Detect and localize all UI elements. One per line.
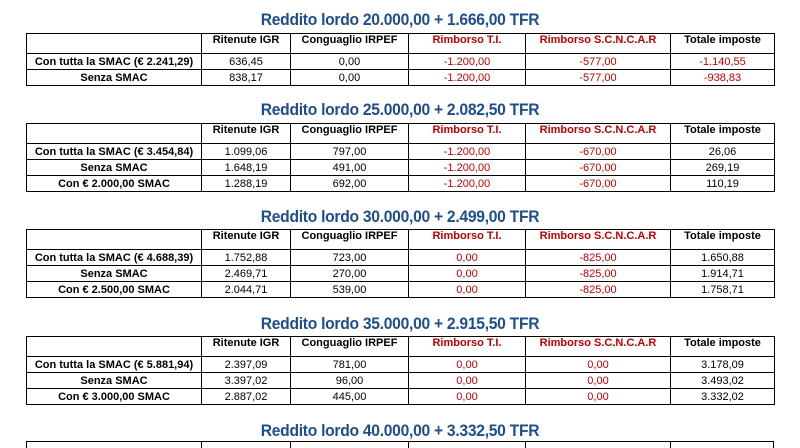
section-1-title: Reddito lordo 20.000,00 + 1.666,00 TFR [260, 10, 540, 29]
table-row [27, 250, 775, 266]
cell-rimborso-scncar: -577,00 [526, 70, 671, 86]
cell-rimborso-scncar: -670,00 [526, 160, 671, 176]
cell-totale: 269,19 [671, 160, 775, 176]
header-ritenute: Ritenute IGR [202, 230, 291, 250]
row-label: Senza SMAC [27, 160, 202, 176]
cell-ritenute: 3.397,02 [202, 373, 291, 389]
cell-rimborso-ti: 0,00 [409, 282, 526, 298]
row-label: Con tutta la SMAC (€ 2.241,29) [27, 54, 202, 70]
cell-conguaglio: 0,00 [291, 54, 409, 70]
table-row [27, 144, 775, 160]
cell-totale: 1.758,71 [671, 282, 775, 298]
cell-ritenute: 1.752,88 [202, 250, 291, 266]
cell-rimborso-scncar: 0,00 [526, 373, 671, 389]
header-rimborso-ti: Rimborso T.I. [409, 124, 526, 144]
table-header-row [27, 230, 775, 250]
section-4-table [26, 336, 775, 405]
row-label: Con tutta la SMAC (€ 4.688,39) [27, 250, 202, 266]
header-empty-cell [27, 337, 202, 357]
header-totale: Totale imposte [671, 230, 775, 250]
section-5-title: Reddito lordo 40.000,00 + 3.332,50 TFR [260, 421, 540, 440]
header-ritenute: Ritenute IGR [202, 337, 291, 357]
cell-totale: -938,83 [671, 70, 775, 86]
cell-rimborso-scncar: 0,00 [526, 357, 671, 373]
cell-totale: 1.650,88 [671, 250, 775, 266]
cell-conguaglio: 797,00 [291, 144, 409, 160]
header-totale: Totale imposte [671, 124, 775, 144]
cell-rimborso-ti: 0,00 [409, 250, 526, 266]
cell-totale: 3.332,02 [671, 389, 775, 405]
cell-rimborso-ti: -1.200,00 [409, 160, 526, 176]
cell-totale: -1.140,55 [671, 54, 775, 70]
table-row [27, 282, 775, 298]
cell-rimborso-scncar: -825,00 [526, 266, 671, 282]
table-row [27, 54, 775, 70]
cell-ritenute: 2.397,09 [202, 357, 291, 373]
header-rimborso-ti: Rimborso T.I. [409, 230, 526, 250]
table-header-row [27, 34, 775, 54]
cell-ritenute: 2.469,71 [202, 266, 291, 282]
cell-ritenute: 1.099,06 [202, 144, 291, 160]
cell-rimborso-ti: -1.200,00 [409, 144, 526, 160]
header-rimborso-ti: Rimborso T.I. [409, 34, 526, 54]
header-ritenute: Ritenute IGR [202, 34, 291, 54]
row-label: Senza SMAC [27, 373, 202, 389]
row-label: Con € 2.000,00 SMAC [27, 176, 202, 192]
cell-totale: 1.914,71 [671, 266, 775, 282]
section-1-table [26, 33, 775, 86]
cell-conguaglio: 270,00 [291, 266, 409, 282]
header-empty-cell [27, 124, 202, 144]
cell-ritenute: 636,45 [202, 54, 291, 70]
cell-conguaglio: 445,00 [291, 389, 409, 405]
table-row [27, 389, 775, 405]
cell-conguaglio: 692,00 [291, 176, 409, 192]
header-empty-cell [27, 230, 202, 250]
header-conguaglio: Conguaglio IRPEF [291, 337, 409, 357]
cell-ritenute: 838,17 [202, 70, 291, 86]
table-row [27, 373, 775, 389]
row-label: Con € 2.500,00 SMAC [27, 282, 202, 298]
cell-rimborso-ti: 0,00 [409, 389, 526, 405]
section-2-title: Reddito lordo 25.000,00 + 2.082,50 TFR [260, 100, 540, 119]
header-totale: Totale imposte [671, 337, 775, 357]
table-row [27, 176, 775, 192]
cell-rimborso-ti: -1.200,00 [409, 176, 526, 192]
cell-rimborso-scncar: 0,00 [526, 389, 671, 405]
header-conguaglio: Conguaglio IRPEF [291, 124, 409, 144]
header-empty-cell [27, 34, 202, 54]
header-rimborso-scncar: Rimborso S.C.N.C.A.R [526, 124, 671, 144]
cell-conguaglio: 723,00 [291, 250, 409, 266]
section-3-title: Reddito lordo 30.000,00 + 2.499,00 TFR [260, 207, 540, 226]
cell-rimborso-scncar: -825,00 [526, 250, 671, 266]
cell-conguaglio: 781,00 [291, 357, 409, 373]
row-label: Senza SMAC [27, 266, 202, 282]
cell-rimborso-ti: 0,00 [409, 266, 526, 282]
table-row [27, 70, 775, 86]
section-3-table [26, 229, 775, 298]
section-4-title: Reddito lordo 35.000,00 + 2.915,50 TFR [260, 314, 540, 333]
cell-rimborso-ti: 0,00 [409, 357, 526, 373]
table-row [27, 160, 775, 176]
cell-totale: 110,19 [671, 176, 775, 192]
header-rimborso-scncar: Rimborso S.C.N.C.A.R [526, 230, 671, 250]
cell-rimborso-ti: -1.200,00 [409, 54, 526, 70]
cell-rimborso-ti: -1.200,00 [409, 70, 526, 86]
cell-rimborso-scncar: -577,00 [526, 54, 671, 70]
row-label: Con € 3.000,00 SMAC [27, 389, 202, 405]
cell-rimborso-ti: 0,00 [409, 373, 526, 389]
row-label: Con tutta la SMAC (€ 3.454,84) [27, 144, 202, 160]
cell-conguaglio: 491,00 [291, 160, 409, 176]
header-ritenute: Ritenute IGR [202, 124, 291, 144]
header-rimborso-scncar: Rimborso S.C.N.C.A.R [526, 34, 671, 54]
header-conguaglio: Conguaglio IRPEF [291, 230, 409, 250]
header-totale: Totale imposte [671, 34, 775, 54]
header-conguaglio: Conguaglio IRPEF [291, 34, 409, 54]
section-2-table [26, 123, 775, 192]
table-header-row [27, 337, 775, 357]
cell-totale: 26,06 [671, 144, 775, 160]
row-label: Con tutta la SMAC (€ 5.881,94) [27, 357, 202, 373]
header-rimborso-scncar: Rimborso S.C.N.C.A.R [526, 337, 671, 357]
row-label: Senza SMAC [27, 70, 202, 86]
table-header-row [27, 124, 775, 144]
cell-totale: 3.493,02 [671, 373, 775, 389]
table-row [27, 266, 775, 282]
cell-rimborso-scncar: -825,00 [526, 282, 671, 298]
header-rimborso-ti: Rimborso T.I. [409, 337, 526, 357]
cell-ritenute: 1.288,19 [202, 176, 291, 192]
cell-conguaglio: 0,00 [291, 70, 409, 86]
cell-ritenute: 2.044,71 [202, 282, 291, 298]
table-row [27, 357, 775, 373]
cell-rimborso-scncar: -670,00 [526, 144, 671, 160]
cell-rimborso-scncar: -670,00 [526, 176, 671, 192]
cell-ritenute: 1.648,19 [202, 160, 291, 176]
cell-conguaglio: 539,00 [291, 282, 409, 298]
cell-ritenute: 2.887,02 [202, 389, 291, 405]
cell-conguaglio: 96,00 [291, 373, 409, 389]
cell-totale: 3.178,09 [671, 357, 775, 373]
